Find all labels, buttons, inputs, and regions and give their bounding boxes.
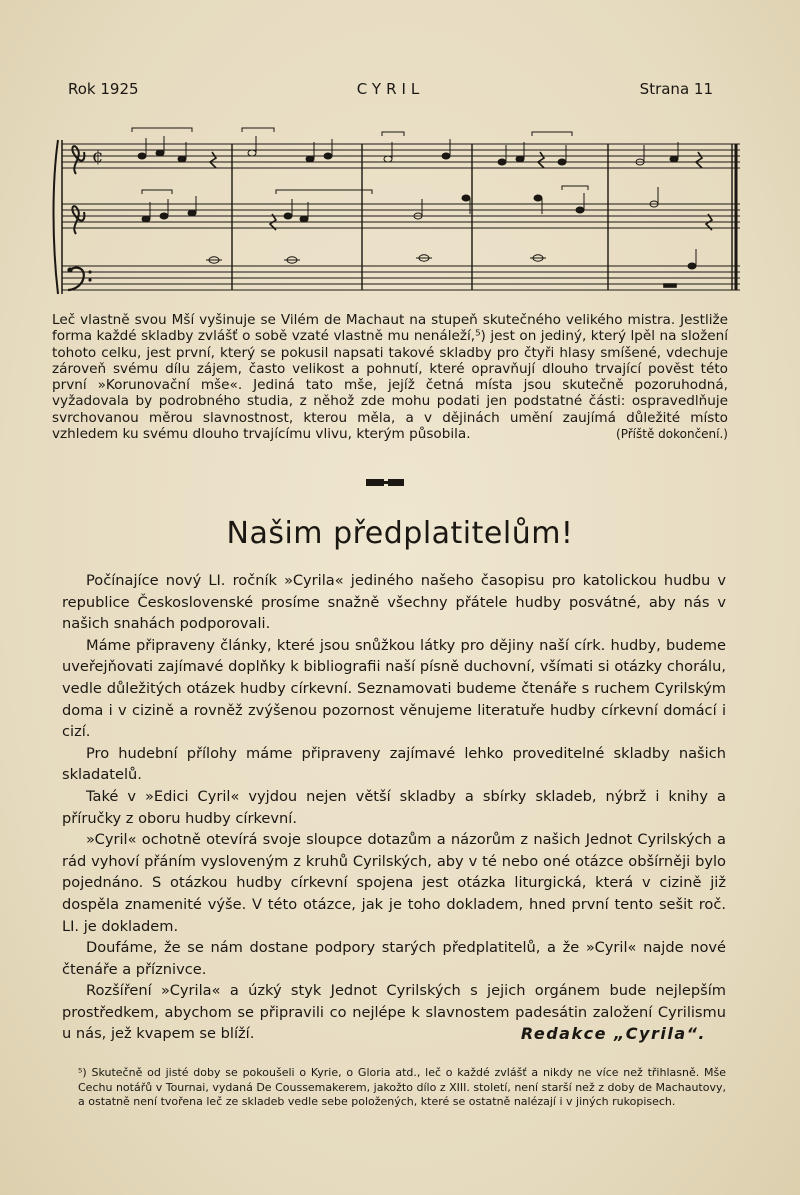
section-ornament <box>366 476 406 488</box>
body-paragraph-6: Doufáme, že se nám dostane podpory starých předplatitelů, a že »Cyril« najde nové čtenáře a příznivce. <box>62 939 726 978</box>
intro-paragraph <box>52 312 728 442</box>
editorial-signature: Redakce „Cyrila“. <box>520 1024 706 1043</box>
continued-note: (Příště dokončení.) <box>616 427 728 442</box>
body-paragraph-2: Máme připraveny články, které jsou snůžkou látky pro dějiny naší círk. hudby, budeme uveřejňovati zajímavé doplňky k bibliografii naší písně duchovní, všímati si otázky chorálu, vedle důležitých otázek hudby církevní. Seznamovati budeme čtenáře s ruchem Cyrilským doma i v cizině a rovněž zvýšenou pozornost věnujeme literatuře hudby církevní domácí i cizí. <box>62 636 726 741</box>
svg-text:¢: ¢ <box>92 146 104 167</box>
body-paragraph-3: Pro hudební přílohy máme připraveny zajímavé lehko proveditelné skladby našich skladatelů. <box>62 744 726 784</box>
body-paragraph-1: Počínajíce nový LI. ročník »Cyrila« jediného našeho časopisu pro katolickou hudbu v republice Československé prosíme snažně všechny přátele hudby posvátné, aby nás v našich snahách podporovali. <box>62 572 726 633</box>
intro-paragraph-text: Leč vlastně svou Mší vyšinuje se Vilém de Machaut na stupeň skutečného velikého mistra. Jestliže forma každé skladby zvlášť o sobě vzaté vlastně mu nenáleží,⁵) jest on jediný, který lpěl na složení tohoto celku, jest první, který se pokusil napsati takové skladby pro čtyři hlasy smíšené, vdechuje zároveň svému dílu zájem, často velikost a pohnutí, které opravňují dlouho trvající pověst této první »Korunovační mše«. Jediná tato mše, jejíž četná místa jsou skutečně pozoruhodná, vyžadovala by podrobného studia, z něhož zde mohu podati jen podstatné části: ospravedlňuje svrchovanou měrou slavnostnost, kterou měla, a v dějinách umění zaujímá důležité místo vzhledem ku svému dlouho trvajícímu vlivu, kterým působila. <box>52 312 728 443</box>
rests <box>210 152 712 287</box>
header-journal-title: CYRIL <box>356 80 425 98</box>
header-year: Rok 1925 <box>68 80 139 98</box>
body-paragraph-7: Rozšíření »Cyrila« a úzký styk Jednot Cyrilských s jejich orgánem bude nejlepším prostředkem, abychom se připravili co nejlépe k slavnostem padesátin založení Cyrilismu u nás, jež kvapem se blíží. <box>62 982 726 1043</box>
article-body <box>62 570 726 1045</box>
footnote: ⁵) Skutečně od jisté doby se pokoušeli o Kyrie, o Gloria atd., leč o každé zvlášť a nikdy ne více než třihlasně. Mše Cechu notářů v Tournai, vydaná De Coussemakerem, jakožto dílo z XIII. století, není starší než z doby de Machautovy, a ostatně není tvořena leč ze skladeb vedle sebe položených, které se ostatně nalézají i v jiných rukopisech. <box>78 1066 726 1109</box>
header-page-number: Strana 11 <box>639 80 713 98</box>
system-bracket <box>54 140 59 294</box>
article-title: Našim předplatitelům! <box>226 516 574 551</box>
body-paragraph-5: »Cyril« ochotně otevírá svoje sloupce dotazům a názorům z našich Jednot Cyrilských a rád vyhoví přáním vysloveným z kruhů Cyrilských, aby v té nebo oné otázce obšírněji bylo pojednáno. S otázkou hudby církevní spojena jest otázka liturgická, která v cizině již dospěla znamenité výše. V této otázce, jak je toho dokladem, hned první tento sešit roč. LI. je dokladem. <box>62 831 726 935</box>
music-score-excerpt <box>52 122 742 302</box>
staff-3 <box>62 266 740 290</box>
running-header <box>68 80 713 104</box>
body-paragraph-4: Také v »Edici Cyril« vyjdou nejen větší skladby a sbírky skladeb, nýbrž i knihy a příručky z oboru hudby církevní. <box>62 787 726 827</box>
